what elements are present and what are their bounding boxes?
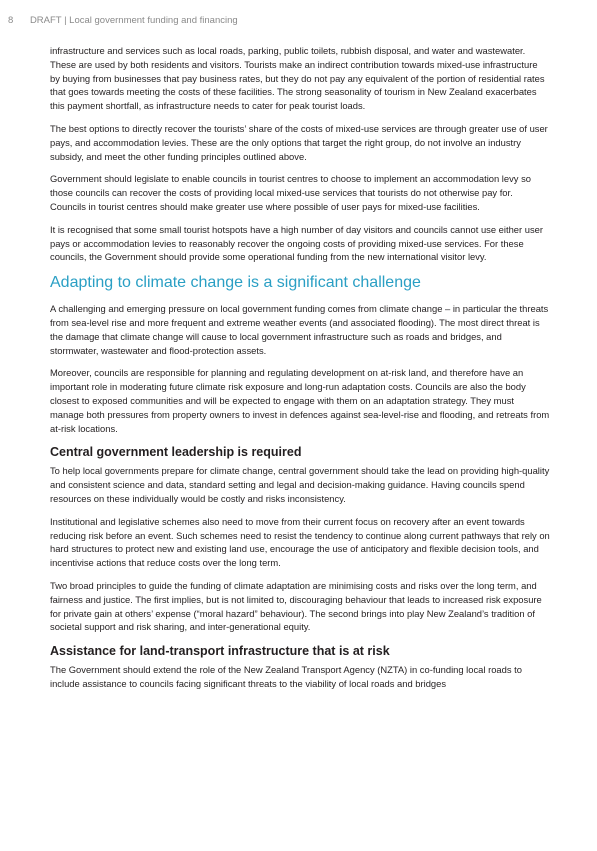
page-number: 8 xyxy=(8,15,14,26)
subsection-heading: Assistance for land-transport infrastructure that is at risk xyxy=(50,644,390,659)
body-paragraph: The Government should extend the role of the New Zealand Transport Agency (NZTA) in co-funding local roads to include assistance to councils facing significant threats to the viability of local roads and bridges xyxy=(50,664,522,689)
running-header xyxy=(8,15,238,26)
body-paragraph: The best options to directly recover the tourists’ share of the costs of mixed-use services are through greater use of user pays, and accommodation levies. These are the only options that target the right group, do not involve an industry subsidy, and meet the other funding principles outlined above. xyxy=(50,122,548,162)
body-paragraph: Government should legislate to enable councils in tourist centres to choose to implement an accommodation levy so those councils can recover the costs of providing local mixed-use services that tourists do not otherwise pay for. Councils in tourist centres should make greater use where possible of user pays for mixed-use facilities. xyxy=(50,173,531,212)
body-paragraph: Two broad principles to guide the funding of climate adaptation are minimising costs and risks over the long term, and fairness and justice. The first implies, but is not limited to, discouraging behaviour that leads to increased risk exposure for private gain at others’ expense (“moral hazard” behaviour). The second brings into play New Zealand’s tradition of societal support and risk sharing, and inter-generational equity. xyxy=(50,579,542,633)
body-paragraph: It is recognised that some small tourist hotspots have a high number of day visitors and councils cannot use either user pays or accommodation levies to reasonably recover the ongoing costs of providing mixed-use services. For these councils, the Government should provide some operational funding from the new international visitor levy. xyxy=(50,223,543,263)
section-heading: Adapting to climate change is a significant challenge xyxy=(50,274,421,292)
running-title: DRAFT | Local government funding and financing xyxy=(29,15,238,26)
body-paragraph: To help local governments prepare for climate change, central government should take the lead on providing high-quality and consistent science and data, standard setting and legal and decision-making guidance. Having councils spend resources on these individually would be costly and risks inconsistency. xyxy=(50,465,550,504)
body-paragraph: infrastructure and services such as local roads, parking, public toilets, rubbish disposal, and water and wastewater. These are used by both residents and visitors. Tourists make an indirect contribution towards mixed-use infrastructure by buying from businesses that pay business rates, but they do not pay any equivalent of the portion of residential rates that goes towards meeting the costs of these facilities. The strong seasonality of tourism in New Zealand exacerbates this payment shortfall, as infrastructure needs to cater for peak tourist loads. xyxy=(50,45,545,112)
body-paragraph: Institutional and legislative schemes also need to move from their current focus on recovery after an event towards reducing risk before an event. Such schemes need to resist the tendency to continue along current pathways that rely on hard structures to protect new and existing land use, encourage the use of anticipatory and flexible decision tools, and incentivise actions that reduce costs over the long term. xyxy=(50,515,550,569)
subsection-heading: Central government leadership is required xyxy=(50,445,302,460)
body-paragraph: A challenging and emerging pressure on local government funding comes from climate change – in particular the threats from sea-level rise and more frequent and extreme weather events (and associated flooding). The most direct threat is the damage that climate change will cause to local government infrastructure such as roads and bridges, and stormwater, wastewater and flood-protection assets. xyxy=(50,303,549,356)
body-paragraph: Moreover, councils are responsible for planning and regulating development on at-risk land, and therefore have an important role in moderating future climate risk exposure and long-run adaptation costs. Councils are also the body closest to exposed communities and will be expected to engage with them on an adaptation strategy. They must manage both pressures from property owners to invest in defences against sea-level-rise and flooding, and retreats from at-risk locations. xyxy=(50,367,550,434)
page-body xyxy=(50,44,550,700)
